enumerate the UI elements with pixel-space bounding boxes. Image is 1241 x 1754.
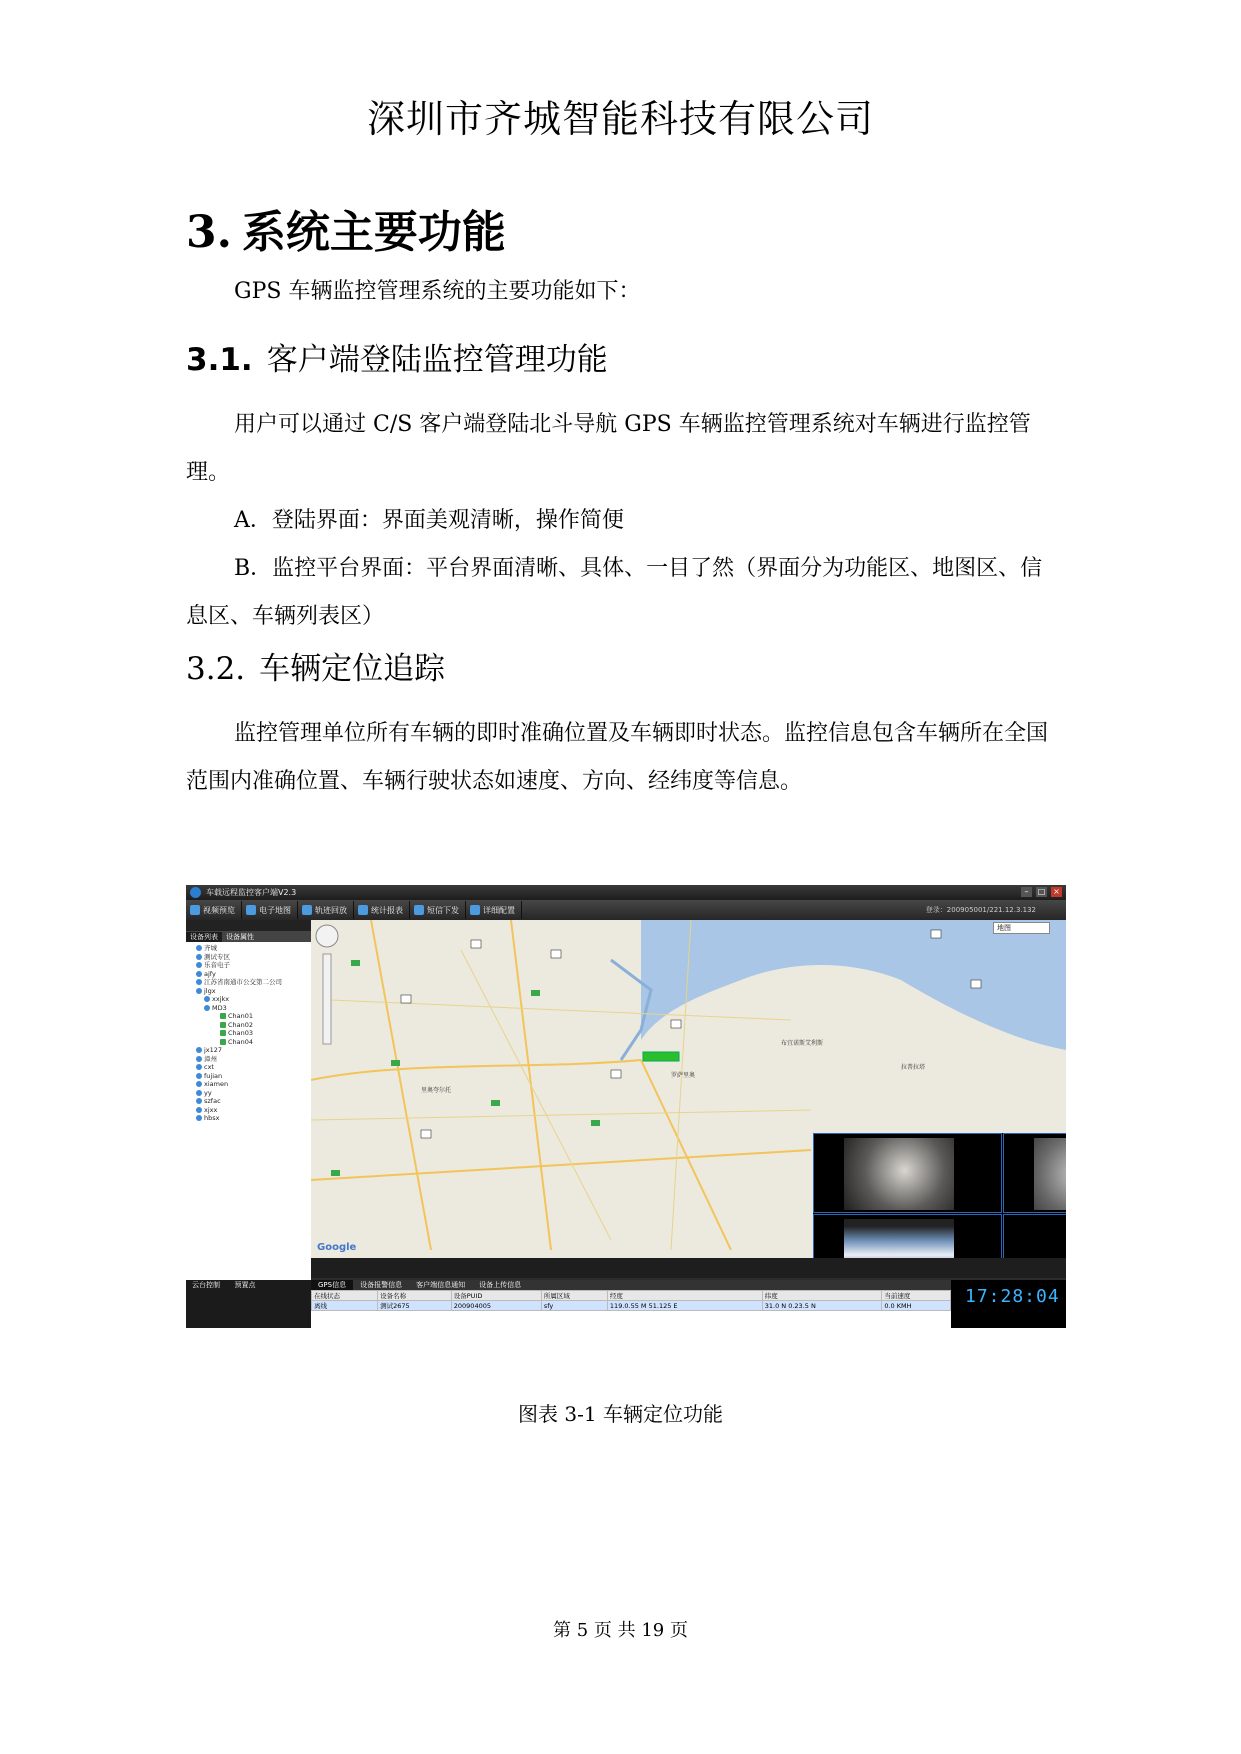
info-tabs <box>311 1280 951 1290</box>
group-icon <box>196 1081 202 1087</box>
camera-frame-3 <box>844 1219 954 1259</box>
group-icon <box>196 1090 202 1096</box>
tree-group-item[interactable] <box>190 1089 307 1098</box>
tab-ptz-control[interactable]: 云台控制 <box>192 1281 220 1289</box>
group-icon <box>196 979 202 985</box>
device-search-input[interactable] <box>186 920 311 932</box>
tree-group-item[interactable] <box>190 953 307 962</box>
app-titlebar <box>186 885 1066 900</box>
tree-item-label: xxjkx <box>212 995 230 1003</box>
tab-device-list[interactable]: 设备列表 <box>186 932 222 942</box>
client-screenshot <box>186 885 1066 1328</box>
vehicle-icon <box>220 1039 226 1045</box>
toolbar-track-replay-button[interactable]: 轨迹回放 <box>298 901 354 919</box>
tree-item-label: jlgx <box>204 986 216 995</box>
table-row[interactable] <box>312 1301 951 1311</box>
group-icon <box>196 1056 202 1062</box>
column-header[interactable]: 当前速度 <box>882 1291 951 1301</box>
app-title: 车载远程监控客户端V2.3 <box>206 888 297 897</box>
column-header[interactable]: 经度 <box>607 1291 762 1301</box>
tree-group-item[interactable] <box>190 995 307 1004</box>
map-city-label: 里奥夸尔托 <box>421 1087 452 1094</box>
tree-group-item[interactable] <box>190 970 307 979</box>
group-icon <box>196 1115 202 1121</box>
tree-group-item[interactable] <box>190 961 307 970</box>
video-channel-3[interactable] <box>813 1214 1002 1259</box>
toolbar-sms-button[interactable]: 短信下发 <box>410 901 466 919</box>
clock-panel <box>951 1280 1066 1328</box>
track-icon <box>302 905 312 915</box>
app-logo-icon <box>190 887 201 898</box>
subsection-heading-1 <box>186 334 608 379</box>
subsection-number-1: 3.1. <box>186 342 253 378</box>
tab-device-properties[interactable]: 设备属性 <box>226 933 254 941</box>
device-tree <box>186 942 311 1125</box>
globe-icon <box>246 905 256 915</box>
tree-item-label: xiamen <box>204 1080 229 1088</box>
intro-paragraph: GPS 车辆监控管理系统的主要功能如下： <box>234 279 641 304</box>
video-icon <box>190 905 200 915</box>
toolbar-report-button[interactable]: 统计报表 <box>354 901 410 919</box>
mail-icon <box>414 905 424 915</box>
tree-item-label: yy <box>204 1088 212 1097</box>
camera-frame-1 <box>844 1138 954 1210</box>
sub1-item-b: B．监控平台界面：平台界面清晰、具体、一目了然（界面分为功能区、地图区、信息区、车辆列表区） <box>186 556 1043 629</box>
tree-group-item[interactable] <box>190 1004 307 1013</box>
group-icon <box>196 1073 202 1079</box>
group-icon <box>204 996 210 1002</box>
group-icon <box>204 1005 210 1011</box>
vehicle-icon <box>220 1022 226 1028</box>
login-info: 登录：200905001/221.12.3.132 <box>925 906 1036 914</box>
group-icon <box>196 1098 202 1104</box>
sub2-paragraph: 监控管理单位所有车辆的即时准确位置及车辆即时状态。监控信息包含车辆所在全国范围内准确位置、车辆行驶状态如速度、方向、经纬度等信息。 <box>186 721 1049 794</box>
tree-group-item[interactable] <box>190 1046 307 1055</box>
tree-item-label: 齐城 <box>204 944 217 952</box>
clock-time: 17:28:04 <box>965 1286 1060 1307</box>
tree-group-item[interactable] <box>190 1055 307 1064</box>
tab-alarm-info[interactable]: 设备报警信息 <box>360 1281 403 1289</box>
gear-icon <box>470 905 480 915</box>
tree-item-label: xjxx <box>204 1105 218 1114</box>
column-header[interactable]: 所属区域 <box>541 1291 607 1301</box>
tree-item-label: hbsx <box>204 1114 220 1122</box>
toolbar-map-button[interactable]: 电子地图 <box>242 901 298 919</box>
map-tools-bar <box>311 1258 1066 1278</box>
tree-group-item[interactable] <box>190 1080 307 1089</box>
tree-item-label: 江苏省南通市公交第二公司 <box>204 978 282 986</box>
window-controls <box>1021 887 1062 897</box>
page-footer: 第 5 页 共 19 页 <box>553 1620 688 1641</box>
video-channel-2[interactable] <box>1003 1133 1067 1213</box>
tree-item-label: Chan03 <box>228 1029 254 1037</box>
video-channel-4[interactable] <box>1003 1214 1067 1259</box>
group-icon <box>196 988 202 994</box>
camera-frame-2 <box>1034 1138 1067 1210</box>
group-icon <box>196 962 202 968</box>
tree-group-item[interactable] <box>190 944 307 953</box>
tree-item-label: 乐音电子 <box>204 961 230 969</box>
column-header[interactable]: 纬度 <box>762 1291 882 1301</box>
tree-item-label: 漳州 <box>204 1054 217 1063</box>
group-icon <box>196 1107 202 1113</box>
sub1-item-a: A．登陆界面：界面美观清晰，操作简便 <box>234 508 624 533</box>
column-header[interactable]: 在线状态 <box>312 1291 378 1301</box>
subsection-heading-2 <box>186 643 445 688</box>
tree-item-label: Chan04 <box>228 1037 254 1046</box>
maximize-icon[interactable]: □ <box>1037 887 1046 896</box>
video-channel-1[interactable] <box>813 1133 1002 1213</box>
column-header[interactable]: 设备名称 <box>378 1291 452 1301</box>
map-city-label: 罗萨里奥 <box>671 1072 696 1079</box>
map-area[interactable] <box>311 920 1066 1258</box>
section-heading <box>186 196 506 260</box>
sub1-paragraph: 用户可以通过 C/S 客户端登陆北斗导航 GPS 车辆监控管理系统对车辆进行监控管理。 <box>186 412 1031 485</box>
tree-item-label: szfac <box>204 1097 221 1105</box>
tree-vehicle-item[interactable] <box>190 1012 307 1021</box>
tree-item-label: 测试专区 <box>204 952 230 961</box>
table-cell: 31.0 N 0.23.5 N <box>762 1301 882 1311</box>
video-grid <box>813 1133 1066 1258</box>
table-cell: 离线 <box>312 1301 378 1311</box>
gps-table <box>311 1290 951 1311</box>
group-icon <box>196 945 202 951</box>
map-type-select[interactable]: 地图 <box>993 922 1050 934</box>
subsection-title-2: 车辆定位追踪 <box>259 651 446 687</box>
company-header: 深圳市齐城智能科技有限公司 <box>366 97 874 141</box>
tree-item-label: jx127 <box>204 1046 223 1054</box>
table-cell: sfy <box>541 1301 607 1311</box>
info-panel <box>311 1280 951 1328</box>
tree-vehicle-item[interactable] <box>190 1029 307 1038</box>
table-cell: 200904005 <box>451 1301 541 1311</box>
map-city-label: 拉普拉塔 <box>901 1064 926 1071</box>
group-icon <box>196 1047 202 1053</box>
group-icon <box>196 971 202 977</box>
report-icon <box>358 905 368 915</box>
section-title: 系统主要功能 <box>241 207 506 258</box>
figure-caption: 图表 3-1 车辆定位功能 <box>518 1402 723 1426</box>
sidebar-tabs <box>186 932 311 942</box>
table-header-row <box>312 1291 951 1301</box>
table-cell: 119.0.55 M 51.125 E <box>607 1301 762 1311</box>
minimize-icon[interactable]: – <box>1021 887 1032 897</box>
table-cell: 测试2675 <box>378 1301 452 1311</box>
tree-item-label: MD3 <box>212 1003 227 1012</box>
tree-group-item[interactable] <box>190 1072 307 1081</box>
tree-group-item[interactable] <box>190 987 307 996</box>
tab-upload-info[interactable]: 设备上传信息 <box>479 1281 522 1289</box>
tree-vehicle-item[interactable] <box>190 1021 307 1030</box>
tree-group-item[interactable] <box>190 1106 307 1115</box>
tab-client-info[interactable]: 客户端信息通知 <box>416 1281 466 1289</box>
group-icon <box>196 1064 202 1070</box>
tree-vehicle-item[interactable] <box>190 1038 307 1047</box>
table-cell: 0.0 KMH <box>882 1301 951 1311</box>
tree-item-label: fujian <box>204 1071 223 1080</box>
subsection-title-1: 客户端登陆监控管理功能 <box>266 342 608 378</box>
tree-group-item[interactable] <box>190 978 307 987</box>
ptz-panel <box>186 1280 311 1328</box>
tree-item-label: Chan01 <box>228 1012 254 1020</box>
group-icon <box>196 954 202 960</box>
map-city-label: 布宜诺斯艾利斯 <box>781 1040 824 1047</box>
tree-group-item[interactable] <box>190 1063 307 1072</box>
vehicle-icon <box>220 1013 226 1019</box>
device-sidebar <box>186 920 311 1280</box>
tree-item-label: Chan02 <box>228 1020 254 1029</box>
tree-item-label: ajfy <box>204 969 216 978</box>
subsection-number-2: 3.2. <box>186 651 246 687</box>
toolbar-video-preview-button[interactable]: 视频预览 <box>186 901 242 919</box>
google-logo: Google <box>317 1242 357 1253</box>
tree-item-label: cxt <box>204 1063 214 1071</box>
tab-preset[interactable]: 预置点 <box>234 1281 256 1289</box>
tab-gps-info[interactable]: GPS信息 <box>311 1280 353 1290</box>
vehicle-icon <box>220 1030 226 1036</box>
toolbar-config-button[interactable]: 详细配置 <box>466 901 522 919</box>
tree-group-item[interactable] <box>190 1114 307 1123</box>
column-header[interactable]: 设备PUID <box>451 1291 541 1301</box>
close-icon[interactable]: × <box>1051 887 1062 897</box>
tree-group-item[interactable] <box>190 1097 307 1106</box>
section-number: 3. <box>186 207 232 258</box>
